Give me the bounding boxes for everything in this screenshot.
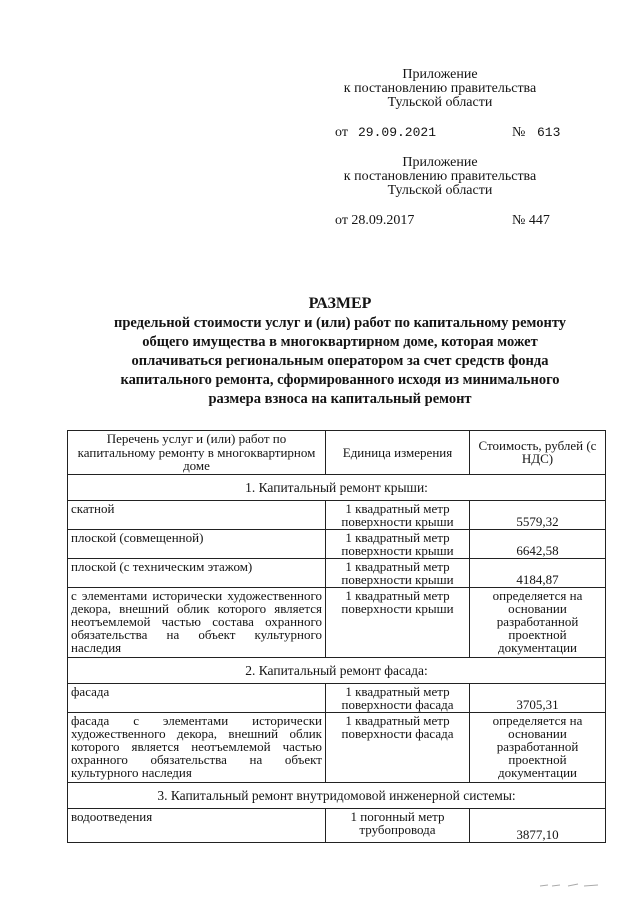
table-row (68, 500, 606, 529)
cell-cost: 4184,87 (470, 558, 606, 587)
header-cost: Стоимость, рублей (с НДС) (470, 431, 606, 475)
table-row (68, 808, 606, 842)
signature-mark (538, 880, 608, 890)
table-row (68, 529, 606, 558)
table-row (68, 558, 606, 587)
cell-unit: 1 погонный метр трубопровода (326, 808, 470, 842)
document-title (70, 294, 610, 409)
cell-service: плоской (совмещенной) (68, 529, 326, 558)
cell-cost: 3705,31 (470, 683, 606, 712)
cell-cost: определяется на основании разработанной проектной документации (470, 587, 606, 657)
cell-unit: 1 квадратный метр поверхности крыши (326, 587, 470, 657)
table-row (68, 683, 606, 712)
table-row (68, 587, 606, 657)
title-line-1: предельной стоимости услуг и (или) работ по капитальному ремонту (113, 315, 567, 331)
section-facade: 2. Капитальный ремонт фасада: (68, 657, 606, 683)
appendix-2-heading (320, 156, 560, 198)
section-row (68, 782, 606, 808)
header-services: Перечень услуг и (или) работ по капитальному ремонту в многоквартирном доме (68, 431, 326, 475)
header-unit: Единица измерения (326, 431, 470, 475)
title-line-3: оплачиваться региональным оператором за счет средств фонда (131, 353, 549, 369)
appendix-1-line1: Приложение (402, 67, 478, 82)
cell-service: с элементами исторически художественного декора, внешний облик которого является неотъемлемой частью состава охранного обязательства на объект культурного наследия (68, 587, 326, 657)
appendix-1-num: 613 (537, 125, 561, 140)
cell-cost: 6642,58 (470, 529, 606, 558)
title-heading: РАЗМЕР (308, 295, 372, 312)
cell-service: фасада (68, 683, 326, 712)
cell-unit: 1 квадратный метр поверхности крыши (326, 529, 470, 558)
cell-unit: 1 квадратный метр поверхности крыши (326, 558, 470, 587)
cell-service: плоской (с техническим этажом) (68, 558, 326, 587)
appendix-2-line1: Приложение (402, 155, 478, 170)
section-engineering: 3. Капитальный ремонт внутридомовой инженерной системы: (68, 782, 606, 808)
appendix-2-num: № 447 (512, 213, 550, 228)
cell-service: скатной (68, 500, 326, 529)
signature-stroke (540, 884, 598, 886)
cell-cost: 3877,10 (470, 808, 606, 842)
cell-cost: 5579,32 (470, 500, 606, 529)
appendix-1-line3: Тульской области (387, 95, 493, 110)
appendix-2-date: от 28.09.2017 (335, 213, 415, 228)
title-line-5: размера взноса на капитальный ремонт (208, 391, 472, 407)
appendix-1-num-label: № (512, 125, 526, 140)
cost-table (67, 430, 606, 843)
title-line-4: капитального ремонта, сформированного исходя из минимального (120, 372, 560, 388)
cell-service: фасада с элементами исторически художественного декора, внешний облик которого является неотъемлемой частью охранного обязательства на объект культурного наследия (68, 712, 326, 782)
cell-unit: 1 квадратный метр поверхности фасада (326, 712, 470, 782)
title-line-2: общего имущества в многоквартирном доме, которая может (142, 334, 538, 350)
appendix-2-line3: Тульской области (387, 183, 493, 198)
cell-cost: определяется на основании разработанной проектной документации (470, 712, 606, 782)
appendix-1-line2: к постановлению правительства (343, 81, 537, 96)
appendix-1-heading (320, 68, 560, 110)
cell-unit: 1 квадратный метр поверхности фасада (326, 683, 470, 712)
appendix-2-line2: к постановлению правительства (343, 169, 537, 184)
section-row (68, 657, 606, 683)
cell-unit: 1 квадратный метр поверхности крыши (326, 500, 470, 529)
appendix-1-date: 29.09.2021 (358, 125, 437, 140)
table-header-row (68, 431, 606, 475)
appendix-1-date-label: от (335, 125, 348, 140)
cell-service: водоотведения (68, 808, 326, 842)
section-roof: 1. Капитальный ремонт крыши: (68, 474, 606, 500)
table-row (68, 712, 606, 782)
section-row (68, 474, 606, 500)
